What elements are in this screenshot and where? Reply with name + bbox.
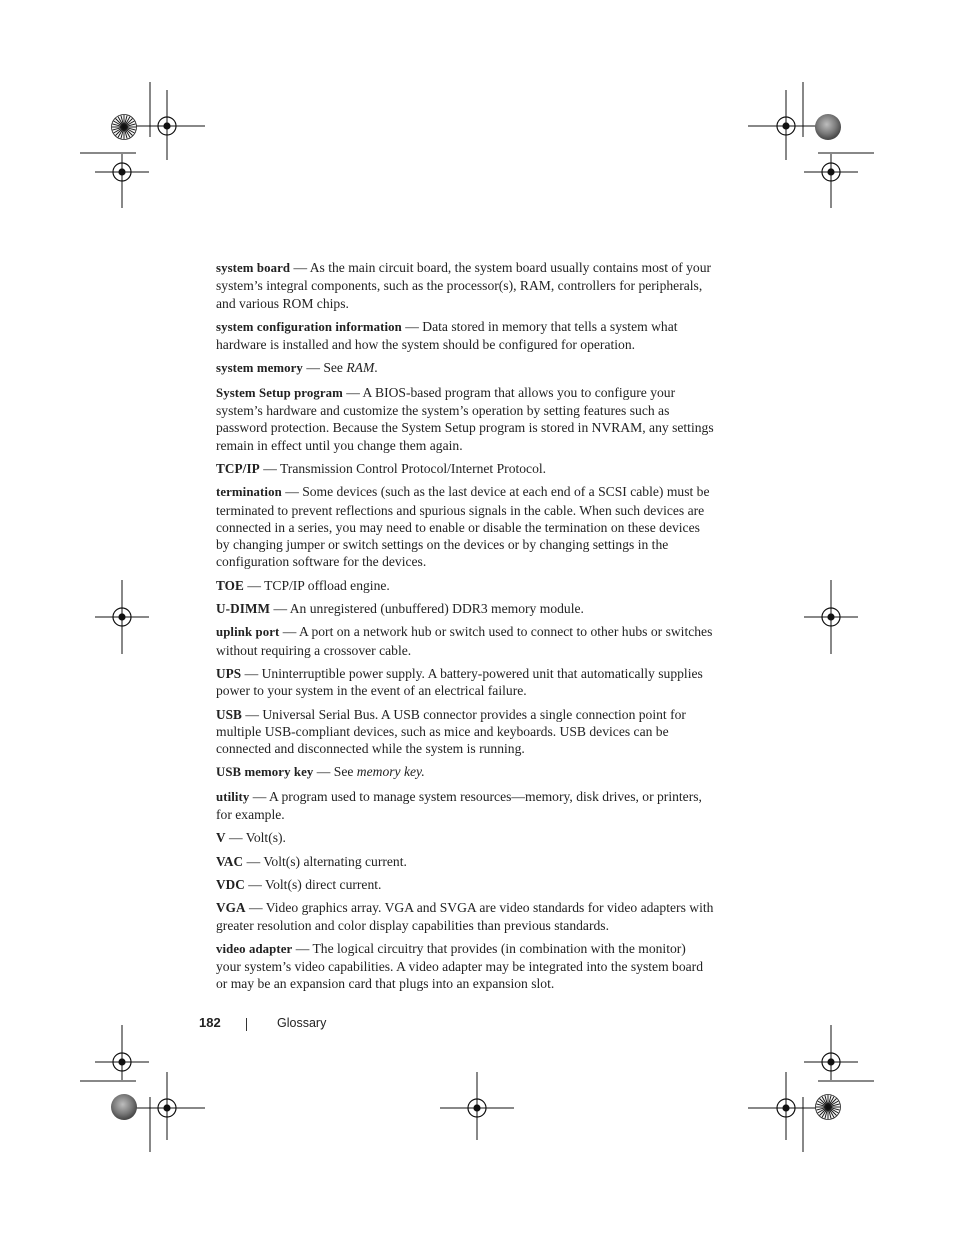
- term-dash: —: [279, 624, 299, 640]
- glossary-entry: [216, 706, 714, 758]
- glossary-entry: [216, 623, 714, 659]
- glossary-term: utility: [216, 789, 250, 804]
- term-dash: —: [342, 384, 363, 400]
- glossary-term: system memory: [216, 361, 303, 376]
- term-dash: —: [243, 577, 265, 593]
- term-dash: —: [225, 830, 246, 846]
- term-dash: —: [290, 260, 310, 275]
- section-name: Glossary: [277, 1016, 327, 1030]
- term-dash: —: [259, 460, 280, 476]
- glossary-entry: [216, 853, 714, 870]
- definition: Volt(s) direct current.: [265, 876, 382, 892]
- footer-separator: [246, 1018, 247, 1031]
- page-number: 182: [199, 1015, 221, 1030]
- definition: Uninterruptible power supply. A battery-powered unit that automatically supplies power to your system in the event of an electrical failure.: [216, 665, 703, 699]
- glossary-term: video adapter: [216, 941, 293, 956]
- definition: A port on a network hub or switch used to connect to other hubs or switches without requiring a crossover cable.: [216, 624, 713, 658]
- glossary-term: U-DIMM: [216, 601, 271, 617]
- glossary-term: VGA: [216, 900, 246, 916]
- definition: As the main circuit board, the system board usually contains most of your system’s integral components, such as the processor(s), RAM, controllers for peripherals, and various ROM chips.: [216, 260, 712, 311]
- definition: Universal Serial Bus. A USB connector provides a single connection point for multiple USB-compliant devices, such as mice and keyboards. USB devices can be connected and disconnected while the system is running.: [216, 706, 686, 757]
- glossary-entry: [216, 318, 714, 354]
- definition: The logical circuitry that provides (in combination with the monitor) your system’s video capabilities. A video adapter may be integrated into the system board or may be an expansion card that plugs into an expansion slot.: [216, 940, 703, 992]
- glossary-entry: [216, 384, 714, 454]
- cross-reference: RAM: [346, 360, 375, 376]
- definition: A program used to manage system resources—memory, disk drives, or printers, for example.: [216, 788, 702, 823]
- definition: Video graphics array. VGA and SVGA are video standards for video adapters with greater resolution and color display capabilities than previous standards.: [216, 900, 714, 933]
- glossary-entry: [216, 359, 714, 377]
- term-dash: —: [243, 853, 264, 869]
- glossary-entry: [216, 665, 714, 700]
- glossary-entry: [216, 259, 714, 312]
- cross-reference: memory key.: [356, 764, 425, 780]
- glossary-entry: [216, 788, 714, 824]
- term-dash: —: [401, 318, 423, 334]
- term-dash: —: [292, 940, 313, 956]
- term-dash: —: [281, 484, 303, 500]
- definition: TCP/IP offload engine.: [264, 577, 390, 593]
- glossary-entries: [216, 259, 714, 999]
- definition: See: [323, 360, 347, 376]
- term-dash: —: [241, 706, 263, 722]
- definition-end: .: [374, 360, 378, 376]
- glossary-term: system board: [216, 261, 291, 275]
- glossary-term: System Setup program: [216, 385, 343, 400]
- glossary-term: TCP/IP: [216, 460, 260, 476]
- glossary-term: TOE: [216, 577, 244, 593]
- term-dash: —: [302, 360, 324, 376]
- definition: See: [333, 764, 357, 780]
- glossary-entry: [216, 940, 714, 993]
- glossary-term: USB memory key: [216, 765, 314, 780]
- glossary-term: USB: [216, 706, 242, 722]
- definition: Volt(s) alternating current.: [263, 853, 407, 869]
- glossary-term: V: [216, 830, 226, 846]
- term-dash: —: [241, 665, 262, 681]
- glossary-term: VAC: [216, 853, 244, 869]
- glossary-entry: [216, 600, 714, 617]
- glossary-entry: [216, 899, 714, 934]
- definition: An unregistered (unbuffered) DDR3 memory module.: [289, 601, 584, 617]
- glossary-term: UPS: [216, 665, 242, 681]
- glossary-term: system configuration information: [216, 319, 402, 334]
- glossary-entry: [216, 577, 714, 594]
- definition: A BIOS-based program that allows you to configure your system’s hardware and customize the system’s operation by setting features such as password protection. Because the System Setup program is stored in NVRAM, any settings remain in effect until you change them again.: [216, 384, 714, 453]
- definition: Data stored in memory that tells a system what hardware is installed and how the system should be configured for operation.: [216, 318, 678, 353]
- definition: Volt(s).: [245, 830, 286, 846]
- glossary-term: VDC: [216, 876, 245, 892]
- glossary-entry: [216, 460, 714, 477]
- term-dash: —: [245, 900, 266, 916]
- glossary-entry: [216, 483, 714, 570]
- term-dash: —: [313, 764, 334, 780]
- definition: Some devices (such as the last device at each end of a SCSI cable) must be terminated to prevent reflections and spurious signals in the cable. When such devices are connected in a series, you may need to enable or disable the termination on these devices by changing jumper or switch settings on the devices or by changing settings in the configuration software for the devices.: [216, 484, 710, 570]
- term-dash: —: [270, 601, 290, 617]
- glossary-term: termination: [216, 485, 282, 500]
- term-dash: —: [249, 788, 270, 804]
- glossary-entry: [216, 829, 714, 846]
- term-dash: —: [244, 876, 266, 892]
- definition: Transmission Control Protocol/Internet Protocol.: [279, 460, 547, 476]
- glossary-entry: [216, 876, 714, 893]
- glossary-entry: [216, 763, 714, 781]
- glossary-term: uplink port: [216, 625, 280, 640]
